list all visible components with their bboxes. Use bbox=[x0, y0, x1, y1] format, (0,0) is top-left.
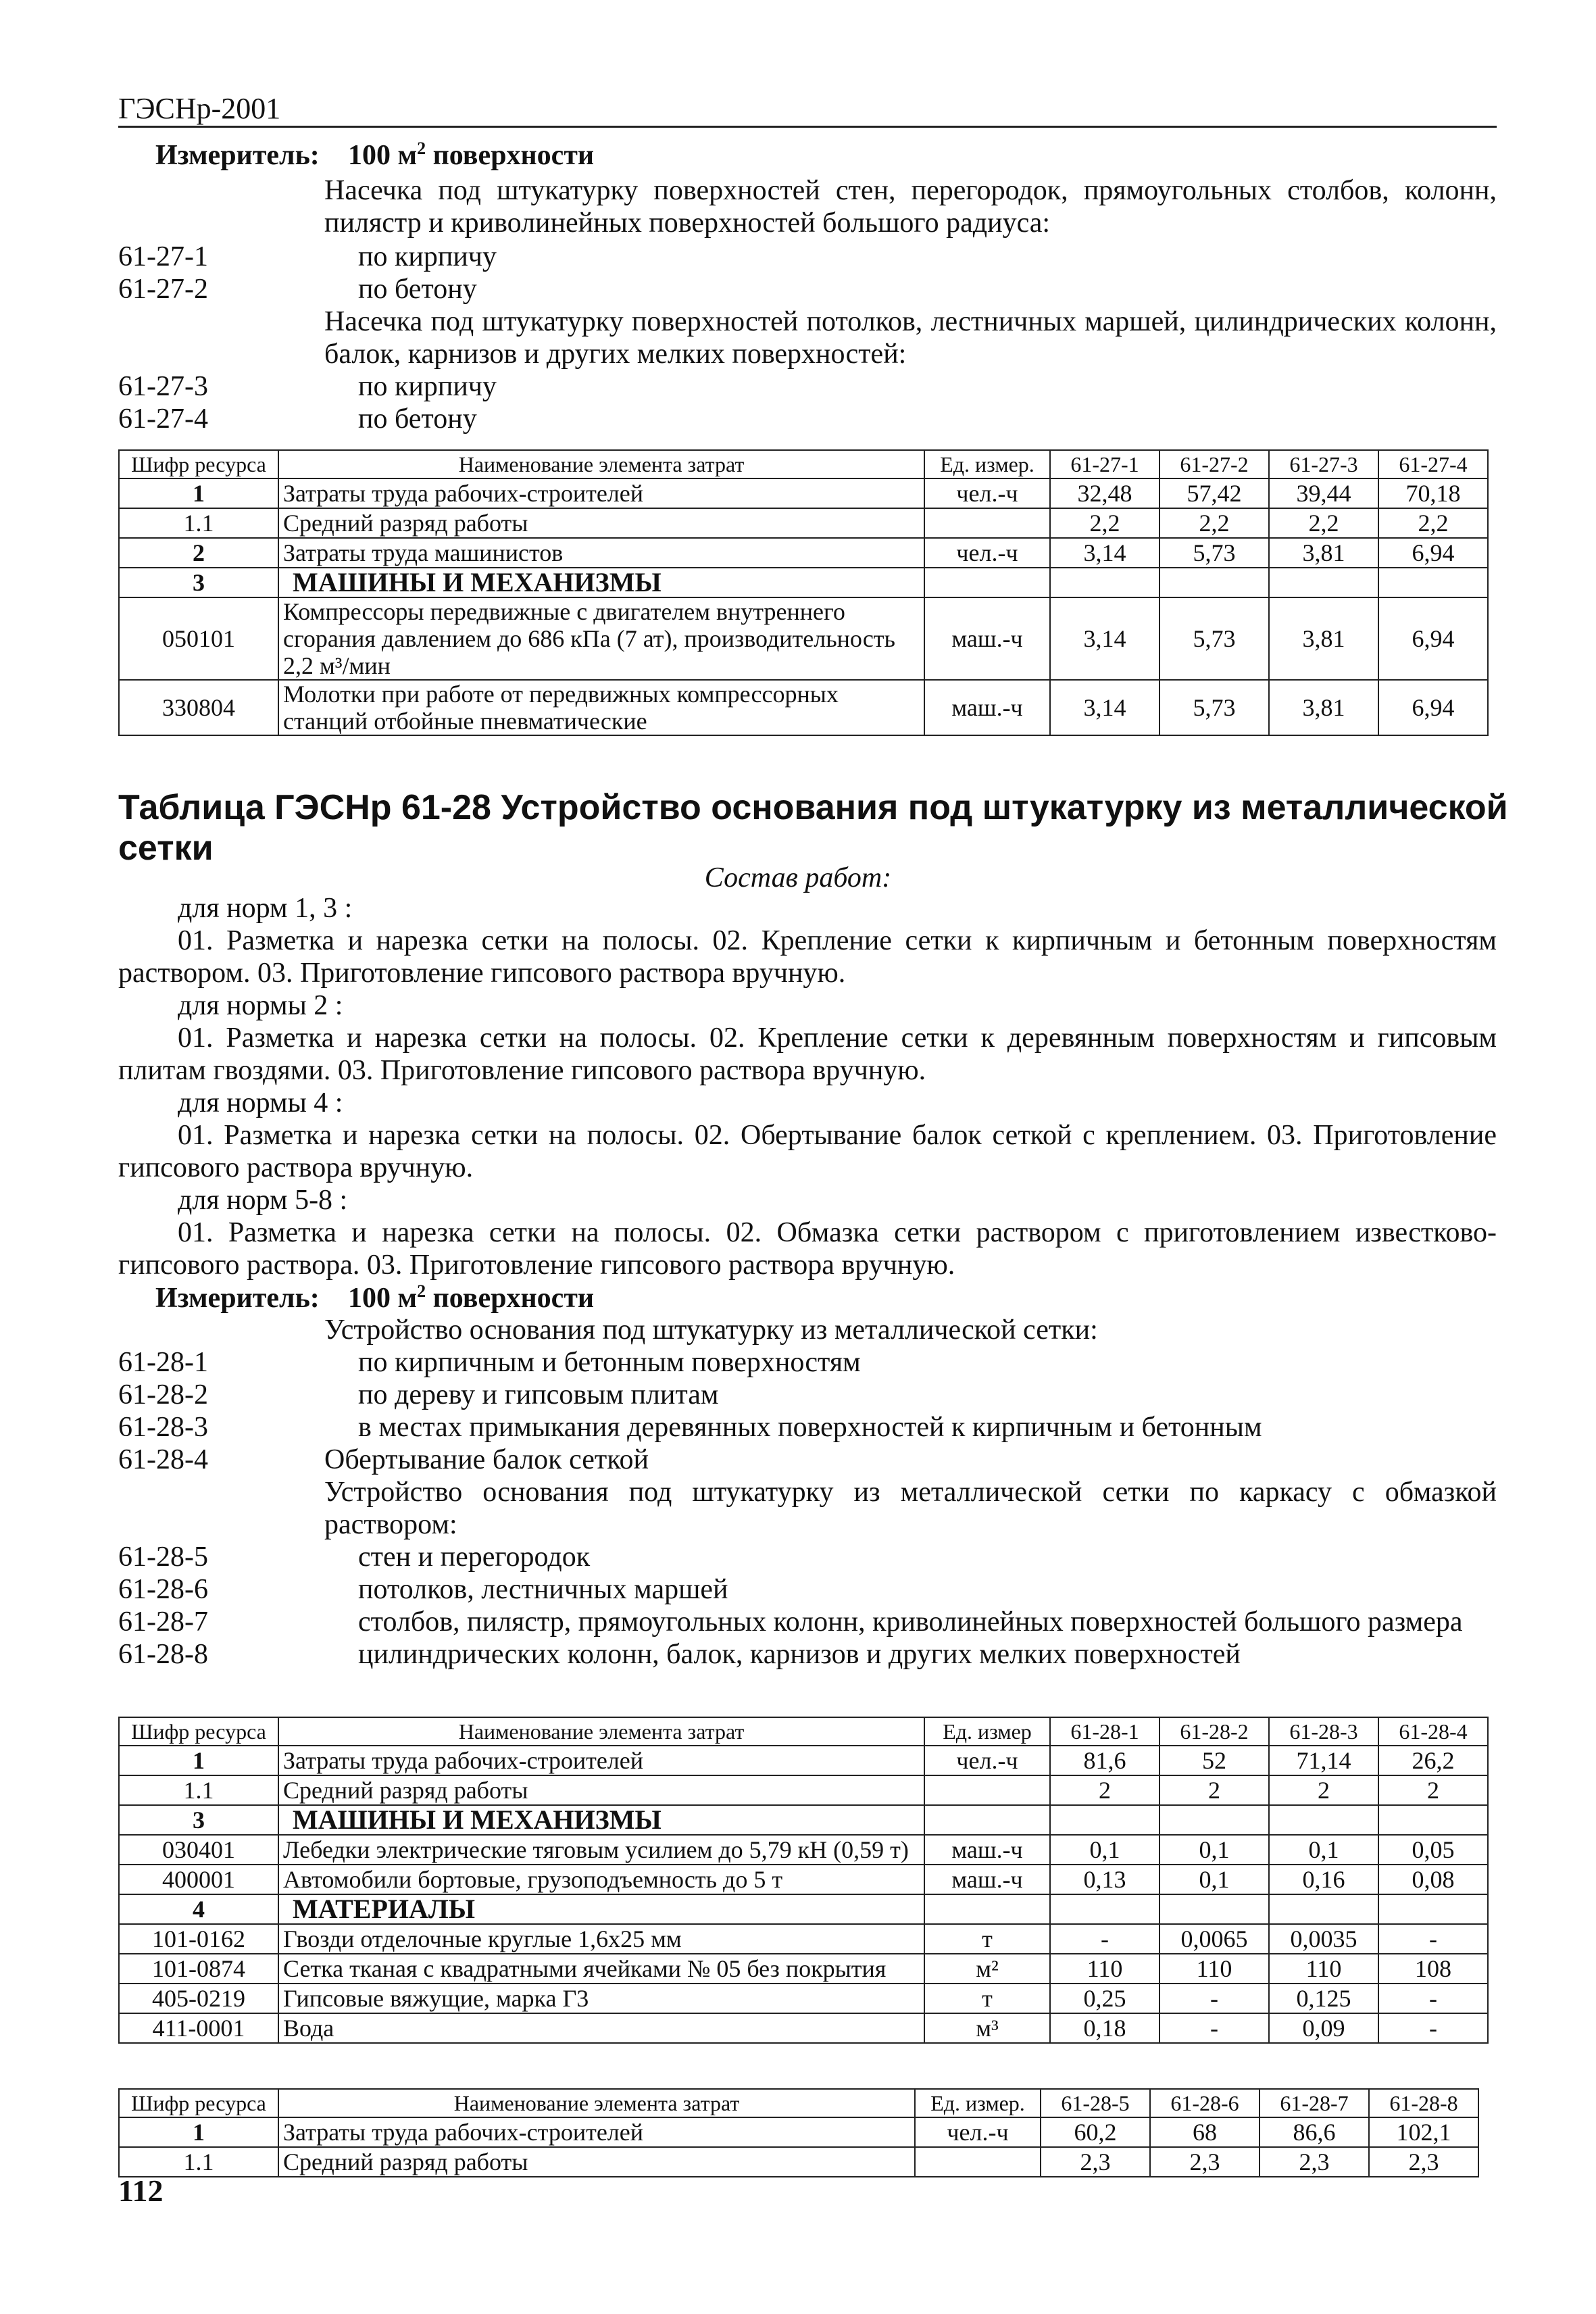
norm-code: 61-27-2 bbox=[118, 274, 208, 305]
table-row bbox=[119, 2147, 1478, 2177]
value-cell: 26,2 bbox=[1378, 1746, 1488, 1775]
value-cell: 5,73 bbox=[1159, 597, 1269, 680]
category-name: МАТЕРИАЛЫ bbox=[278, 1894, 924, 1924]
table-row bbox=[119, 538, 1488, 568]
table-row bbox=[119, 1746, 1488, 1775]
work-description: Устройство основания под штукатурку из металлической сетки: bbox=[324, 1314, 1098, 1346]
col-header: Ед. измер bbox=[924, 1717, 1050, 1746]
value-cell: 2,3 bbox=[1150, 2147, 1260, 2177]
table-header-row bbox=[119, 1717, 1488, 1746]
norm-code: 61-28-6 bbox=[118, 1574, 208, 1605]
value-cell: 110 bbox=[1050, 1954, 1159, 1984]
resource-unit: т bbox=[924, 1924, 1050, 1954]
table-header-row bbox=[119, 450, 1488, 478]
resource-name: Лебедки электрические тяговым усилием до 5,79 кН (0,59 т) bbox=[278, 1835, 924, 1865]
resource-unit: м³ bbox=[924, 2013, 1050, 2043]
resource-name: Гвозди отделочные круглые 1,6х25 мм bbox=[278, 1924, 924, 1954]
norm-group-label: для норм 1, 3 : bbox=[178, 893, 353, 924]
value-cell: 5,73 bbox=[1159, 680, 1269, 735]
value-cell: - bbox=[1378, 1924, 1488, 1954]
measure-line bbox=[155, 139, 594, 172]
measure-value: 100 м bbox=[348, 140, 418, 171]
table-row bbox=[119, 2117, 1478, 2147]
value-cell: 2 bbox=[1050, 1775, 1159, 1805]
resource-name: Затраты труда рабочих-строителей bbox=[278, 478, 924, 508]
norm-group-label: для нормы 2 : bbox=[178, 990, 343, 1021]
resource-code: 1.1 bbox=[119, 508, 278, 538]
empty-cell bbox=[1378, 568, 1488, 597]
resource-unit: чел.-ч bbox=[915, 2117, 1041, 2147]
value-cell: 0,13 bbox=[1050, 1865, 1159, 1894]
col-header: Наименование элемента затрат bbox=[278, 1717, 924, 1746]
resource-name: Автомобили бортовые, грузоподъемность до 5 т bbox=[278, 1865, 924, 1894]
measure-tail: поверхности bbox=[426, 1283, 595, 1314]
value-cell: 57,42 bbox=[1159, 478, 1269, 508]
resource-code: 405-0219 bbox=[119, 1984, 278, 2013]
header-rule bbox=[118, 126, 1497, 128]
value-cell: 81,6 bbox=[1050, 1746, 1159, 1775]
resource-name: Затраты труда рабочих-строителей bbox=[278, 1746, 924, 1775]
table-row bbox=[119, 1954, 1488, 1984]
col-header: 61-27-3 bbox=[1269, 450, 1378, 478]
resource-name: Затраты труда машинистов bbox=[278, 538, 924, 568]
value-cell: 52 bbox=[1159, 1746, 1269, 1775]
measure-value: 100 м bbox=[348, 1283, 418, 1314]
empty-cell bbox=[1269, 568, 1378, 597]
col-header: 61-28-2 bbox=[1159, 1717, 1269, 1746]
work-composition-heading: Состав работ: bbox=[704, 862, 892, 893]
work-paragraph bbox=[118, 1022, 1497, 1087]
resource-unit: маш.-ч bbox=[924, 680, 1050, 735]
resource-name: Средний разряд работы bbox=[278, 2147, 915, 2177]
value-cell: 70,18 bbox=[1378, 478, 1488, 508]
page-number: 112 bbox=[118, 2173, 164, 2208]
measure-tail: поверхности bbox=[426, 140, 595, 171]
work-text: 01. Разметка и нарезка сетки на полосы. 02. Крепление сетки к кирпичным и бетонным поверхностям раствором. 03. Приготовление гипсового раствора вручную. bbox=[118, 925, 1497, 989]
resource-code: 1.1 bbox=[119, 1775, 278, 1805]
work-text: 01. Разметка и нарезка сетки на полосы. 02. Обмазка сетки раствором с приготовлением известково-гипсового раствора. 03. Приготовление гипсового раствора вручную. bbox=[118, 1217, 1497, 1281]
value-cell: 5,73 bbox=[1159, 538, 1269, 568]
norm-code: 61-27-4 bbox=[118, 403, 208, 435]
resource-code: 2 bbox=[119, 538, 278, 568]
col-header: 61-28-3 bbox=[1269, 1717, 1378, 1746]
resource-unit: чел.-ч bbox=[924, 478, 1050, 508]
value-cell: 0,1 bbox=[1050, 1835, 1159, 1865]
value-cell: - bbox=[1159, 2013, 1269, 2043]
col-header: 61-27-2 bbox=[1159, 450, 1269, 478]
work-description: Устройство основания под штукатурку из металлической сетки по каркасу с обмазкой раствором: bbox=[324, 1477, 1497, 1540]
norm-item: столбов, пилястр, прямоугольных колонн, криволинейных поверхностей большого размера bbox=[358, 1606, 1463, 1638]
norm-code: 61-27-1 bbox=[118, 241, 208, 272]
table-row bbox=[119, 478, 1488, 508]
value-cell: 0,0035 bbox=[1269, 1924, 1378, 1954]
table-row bbox=[119, 508, 1488, 538]
work-paragraph bbox=[118, 1119, 1497, 1184]
table-row bbox=[119, 2013, 1488, 2043]
resource-name: Молотки при работе от передвижных компрессорных станций отбойные пневматические bbox=[278, 680, 924, 735]
value-cell: 6,94 bbox=[1378, 538, 1488, 568]
measure-sup: 2 bbox=[417, 1281, 426, 1301]
resource-unit bbox=[924, 508, 1050, 538]
resource-unit: маш.-ч bbox=[924, 1865, 1050, 1894]
resource-name: Средний разряд работы bbox=[278, 1775, 924, 1805]
resource-unit: чел.-ч bbox=[924, 538, 1050, 568]
category-name: МАШИНЫ И МЕХАНИЗМЫ bbox=[278, 568, 924, 597]
norm-item: цилиндрических колонн, балок, карнизов и других мелких поверхностей bbox=[358, 1639, 1241, 1670]
value-cell: 0,1 bbox=[1269, 1835, 1378, 1865]
value-cell: 71,14 bbox=[1269, 1746, 1378, 1775]
value-cell: - bbox=[1050, 1924, 1159, 1954]
col-header: Шифр ресурса bbox=[119, 2089, 278, 2117]
table-row bbox=[119, 1835, 1488, 1865]
table-header-row bbox=[119, 2089, 1478, 2117]
value-cell: 2,2 bbox=[1269, 508, 1378, 538]
value-cell: 0,1 bbox=[1159, 1835, 1269, 1865]
table-row bbox=[119, 1775, 1488, 1805]
value-cell: 0,1 bbox=[1159, 1865, 1269, 1894]
norm-item: по кирпичным и бетонным поверхностям bbox=[358, 1347, 861, 1378]
table-row bbox=[119, 597, 1488, 680]
empty-cell bbox=[924, 568, 1050, 597]
category-name: МАШИНЫ И МЕХАНИЗМЫ bbox=[278, 1805, 924, 1835]
resource-code: 4 bbox=[119, 1894, 278, 1924]
value-cell: 6,94 bbox=[1378, 597, 1488, 680]
resource-unit: т bbox=[924, 1984, 1050, 2013]
value-cell: 102,1 bbox=[1369, 2117, 1478, 2147]
col-header: 61-28-8 bbox=[1369, 2089, 1478, 2117]
resource-name: Гипсовые вяжущие, марка Г3 bbox=[278, 1984, 924, 2013]
norm-group-label: для нормы 4 : bbox=[178, 1087, 343, 1118]
resource-unit bbox=[915, 2147, 1041, 2177]
work-text: 01. Разметка и нарезка сетки на полосы. 02. Крепление сетки к деревянным поверхностям и гипсовым плитам гвоздями. 03. Приготовление гипсового раствора вручную. bbox=[118, 1023, 1497, 1086]
value-cell: 2,3 bbox=[1041, 2147, 1150, 2177]
value-cell: 3,81 bbox=[1269, 680, 1378, 735]
value-cell: 2 bbox=[1269, 1775, 1378, 1805]
resource-code: 330804 bbox=[119, 680, 278, 735]
value-cell: 6,94 bbox=[1378, 680, 1488, 735]
value-cell: 2,3 bbox=[1260, 2147, 1369, 2177]
value-cell: - bbox=[1378, 2013, 1488, 2043]
col-header: 61-28-7 bbox=[1260, 2089, 1369, 2117]
col-header: Ед. измер. bbox=[915, 2089, 1041, 2117]
value-cell: 2 bbox=[1159, 1775, 1269, 1805]
category-row bbox=[119, 1894, 1488, 1924]
resource-unit: маш.-ч bbox=[924, 597, 1050, 680]
table-row bbox=[119, 680, 1488, 735]
value-cell: 3,81 bbox=[1269, 597, 1378, 680]
norm-item: по кирпичу bbox=[358, 371, 497, 402]
table-row bbox=[119, 1984, 1488, 2013]
col-header: 61-28-1 bbox=[1050, 1717, 1159, 1746]
running-header: ГЭСНр-2001 bbox=[118, 92, 281, 125]
col-header: 61-27-4 bbox=[1378, 450, 1488, 478]
resource-name: Затраты труда рабочих-строителей bbox=[278, 2117, 915, 2147]
empty-cell bbox=[1050, 568, 1159, 597]
value-cell: 3,14 bbox=[1050, 538, 1159, 568]
norm-item: в местах примыкания деревянных поверхностей к кирпичным и бетонным bbox=[358, 1412, 1262, 1443]
norm-code: 61-28-3 bbox=[118, 1412, 208, 1443]
resource-name: Средний разряд работы bbox=[278, 508, 924, 538]
resource-code: 030401 bbox=[119, 1835, 278, 1865]
value-cell: 0,05 bbox=[1378, 1835, 1488, 1865]
norm-item: Обертывание балок сеткой bbox=[324, 1444, 649, 1475]
work-description: Насечка под штукатурку поверхностей потолков, лестничных маршей, цилиндрических колонн, балок, карнизов и других мелких поверхностей: bbox=[324, 306, 1497, 370]
empty-cell bbox=[1378, 1894, 1488, 1924]
resource-name: Сетка тканая с квадратными ячейками № 05 без покрытия bbox=[278, 1954, 924, 1984]
category-row bbox=[119, 1805, 1488, 1835]
table-row bbox=[119, 1924, 1488, 1954]
empty-cell bbox=[1159, 1805, 1269, 1835]
col-header: 61-28-5 bbox=[1041, 2089, 1150, 2117]
resource-code: 101-0162 bbox=[119, 1924, 278, 1954]
norm-code: 61-28-4 bbox=[118, 1444, 208, 1475]
value-cell: 68 bbox=[1150, 2117, 1260, 2147]
norm-item: по бетону bbox=[358, 403, 477, 435]
value-cell: 86,6 bbox=[1260, 2117, 1369, 2147]
table-title: Таблица ГЭСНр 61-28 Устройство основания под штукатурку из металлической сетки bbox=[118, 788, 1508, 868]
norm-code: 61-28-7 bbox=[118, 1606, 208, 1638]
norm-code: 61-28-2 bbox=[118, 1379, 208, 1410]
col-header: Шифр ресурса bbox=[119, 450, 278, 478]
work-text: 01. Разметка и нарезка сетки на полосы. 02. Обертывание балок сеткой с креплением. 03. Приготовление гипсового раствора вручную. bbox=[118, 1120, 1497, 1183]
norm-item: стен и перегородок bbox=[358, 1542, 591, 1573]
norm-group-label: для норм 5-8 : bbox=[178, 1185, 348, 1216]
value-cell: 0,18 bbox=[1050, 2013, 1159, 2043]
col-header: Ед. измер. bbox=[924, 450, 1050, 478]
norm-code: 61-27-3 bbox=[118, 371, 208, 402]
resource-table-61-28-1-4 bbox=[118, 1717, 1489, 2044]
work-description: Насечка под штукатурку поверхностей стен, перегородок, прямоугольных столбов, колонн, пилястр и криволинейных поверхностей большого радиуса: bbox=[324, 175, 1497, 239]
empty-cell bbox=[1159, 568, 1269, 597]
value-cell: 0,25 bbox=[1050, 1984, 1159, 2013]
value-cell: 0,125 bbox=[1269, 1984, 1378, 2013]
measure-label: Измеритель: bbox=[155, 1283, 320, 1314]
value-cell: 110 bbox=[1269, 1954, 1378, 1984]
resource-table-61-27 bbox=[118, 449, 1489, 736]
value-cell: 110 bbox=[1159, 1954, 1269, 1984]
norm-item: по кирпичу bbox=[358, 241, 497, 272]
norm-code: 61-28-1 bbox=[118, 1347, 208, 1378]
measure-line bbox=[155, 1281, 594, 1314]
col-header: 61-28-6 bbox=[1150, 2089, 1260, 2117]
value-cell: 2,2 bbox=[1378, 508, 1488, 538]
resource-code: 050101 bbox=[119, 597, 278, 680]
resource-unit: чел.-ч bbox=[924, 1746, 1050, 1775]
empty-cell bbox=[924, 1805, 1050, 1835]
value-cell: 2 bbox=[1378, 1775, 1488, 1805]
value-cell: 3,14 bbox=[1050, 680, 1159, 735]
col-header: Наименование элемента затрат bbox=[278, 450, 924, 478]
value-cell: 2,2 bbox=[1159, 508, 1269, 538]
empty-cell bbox=[1050, 1894, 1159, 1924]
value-cell: 2,3 bbox=[1369, 2147, 1478, 2177]
category-row bbox=[119, 568, 1488, 597]
value-cell: 60,2 bbox=[1041, 2117, 1150, 2147]
value-cell: 2,2 bbox=[1050, 508, 1159, 538]
empty-cell bbox=[1269, 1894, 1378, 1924]
resource-name: Компрессоры передвижные с двигателем внутреннего сгорания давлением до 686 кПа (7 ат), производительность 2,2 м³/мин bbox=[278, 597, 924, 680]
value-cell: 32,48 bbox=[1050, 478, 1159, 508]
measure-label: Измеритель: bbox=[155, 140, 320, 171]
resource-unit: м² bbox=[924, 1954, 1050, 1984]
empty-cell bbox=[1050, 1805, 1159, 1835]
col-header: Шифр ресурса bbox=[119, 1717, 278, 1746]
value-cell: 3,14 bbox=[1050, 597, 1159, 680]
resource-name: Вода bbox=[278, 2013, 924, 2043]
value-cell: - bbox=[1378, 1984, 1488, 2013]
resource-code: 101-0874 bbox=[119, 1954, 278, 1984]
value-cell: 0,09 bbox=[1269, 2013, 1378, 2043]
empty-cell bbox=[1378, 1805, 1488, 1835]
norm-item: по бетону bbox=[358, 274, 477, 305]
col-header: 61-28-4 bbox=[1378, 1717, 1488, 1746]
col-header: 61-27-1 bbox=[1050, 450, 1159, 478]
resource-table-61-28-5-8 bbox=[118, 2088, 1479, 2177]
value-cell: 0,08 bbox=[1378, 1865, 1488, 1894]
value-cell: - bbox=[1159, 1984, 1269, 2013]
empty-cell bbox=[1269, 1805, 1378, 1835]
table-row bbox=[119, 1865, 1488, 1894]
resource-unit: маш.-ч bbox=[924, 1835, 1050, 1865]
value-cell: 108 bbox=[1378, 1954, 1488, 1984]
col-header: Наименование элемента затрат bbox=[278, 2089, 915, 2117]
measure-sup: 2 bbox=[417, 139, 426, 158]
resource-code: 400001 bbox=[119, 1865, 278, 1894]
resource-unit bbox=[924, 1775, 1050, 1805]
norm-item: по дереву и гипсовым плитам bbox=[358, 1379, 719, 1410]
resource-code: 1 bbox=[119, 478, 278, 508]
value-cell: 3,81 bbox=[1269, 538, 1378, 568]
resource-code: 1 bbox=[119, 1746, 278, 1775]
value-cell: 39,44 bbox=[1269, 478, 1378, 508]
empty-cell bbox=[1159, 1894, 1269, 1924]
resource-code: 1.1 bbox=[119, 2147, 278, 2177]
empty-cell bbox=[924, 1894, 1050, 1924]
value-cell: 0,16 bbox=[1269, 1865, 1378, 1894]
resource-code: 3 bbox=[119, 1805, 278, 1835]
resource-code: 1 bbox=[119, 2117, 278, 2147]
norm-item: потолков, лестничных маршей bbox=[358, 1574, 728, 1605]
norm-code: 61-28-8 bbox=[118, 1639, 208, 1670]
value-cell: 0,0065 bbox=[1159, 1924, 1269, 1954]
resource-code: 411-0001 bbox=[119, 2013, 278, 2043]
work-paragraph bbox=[118, 925, 1497, 989]
resource-code: 3 bbox=[119, 568, 278, 597]
norm-code: 61-28-5 bbox=[118, 1542, 208, 1573]
work-paragraph bbox=[118, 1216, 1497, 1281]
